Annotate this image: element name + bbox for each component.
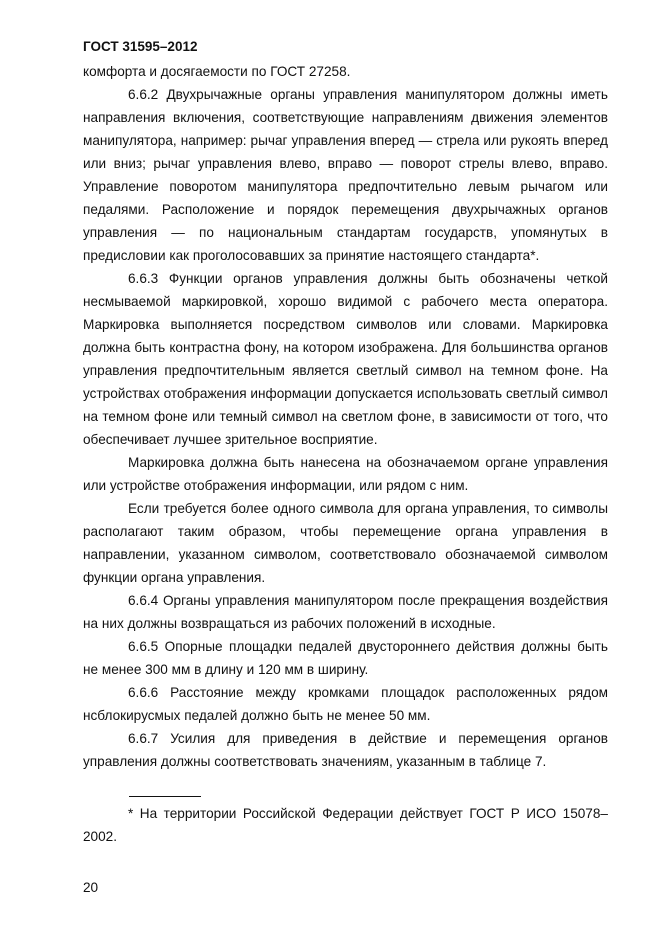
page-number: 20 xyxy=(83,880,99,895)
footnote-divider xyxy=(129,796,201,797)
paragraph-6-6-4: 6.6.4 Органы управления манипулятором после прекращения воздействия на них должны возвращаться из рабочих положений в исходные. xyxy=(83,593,608,631)
paragraph-6-6-7: 6.6.7 Усилия для приведения в действие и перемещения органов управления должны соответствовать значениям, указанным в таблице 7. xyxy=(83,731,608,769)
footnote: * На территории Российской Федерации действует ГОСТ Р ИСО 15078–2002. xyxy=(83,806,608,844)
paragraph-continuation: комфорта и досягаемости по ГОСТ 27258. xyxy=(83,64,351,79)
paragraph-6-6-3: 6.6.3 Функции органов управления должны быть обозначены четкой несмываемой маркировкой, хорошо видимой с рабочего места оператора. Маркировка выполняется посредством символов или словами. Маркировка должна быть контрастна фону, на котором изображена. Для большинства органов управления предпочтительным является светлый символ на темном фоне. На устройствах отображения информации допускается использовать светлый символ на темном фоне или темный символ на светлом фоне, в зависимости от того, что обеспечивает лучшее зрительное восприятие. xyxy=(83,271,608,447)
paragraph-6-6-2: 6.6.2 Двухрычажные органы управления манипулятором должны иметь направления включения, соответствующие направлениям движения элементов манипулятора, например: рычаг управления вперед — стрела или рукоять вперед или вниз; рычаг управления влево, вправо — поворот стрелы влево, вправо. Управление поворотом манипулятора предпочтительно левым рычагом или педалями. Расположение и порядок перемещения двухрычажных органов управления — по национальным стандартам государств, упомянутых в предисловии как проголосовавших за принятие настоящего стандарта*. xyxy=(83,87,608,263)
document-header: ГОСТ 31595–2012 xyxy=(83,39,198,54)
paragraph-multiple-symbols: Если требуется более одного символа для органа управления, то символы располагают таким образом, чтобы перемещение органа управления в направлении, указанном символом, соответствовало обозначаемой символом функции органа управления. xyxy=(83,501,608,585)
document-body xyxy=(83,60,608,773)
paragraph-6-6-6: 6.6.6 Расстояние между кромками площадок расположенных рядом нсблокирусмых педалей должно быть не менее 50 мм. xyxy=(83,685,608,723)
paragraph-6-6-5: 6.6.5 Опорные площадки педалей двустороннего действия должны быть не менее 300 мм в длину и 120 мм в ширину. xyxy=(83,639,608,677)
paragraph-marking-placement: Маркировка должна быть нанесена на обозначаемом органе управления или устройстве отображения информации, или рядом с ним. xyxy=(83,455,608,493)
